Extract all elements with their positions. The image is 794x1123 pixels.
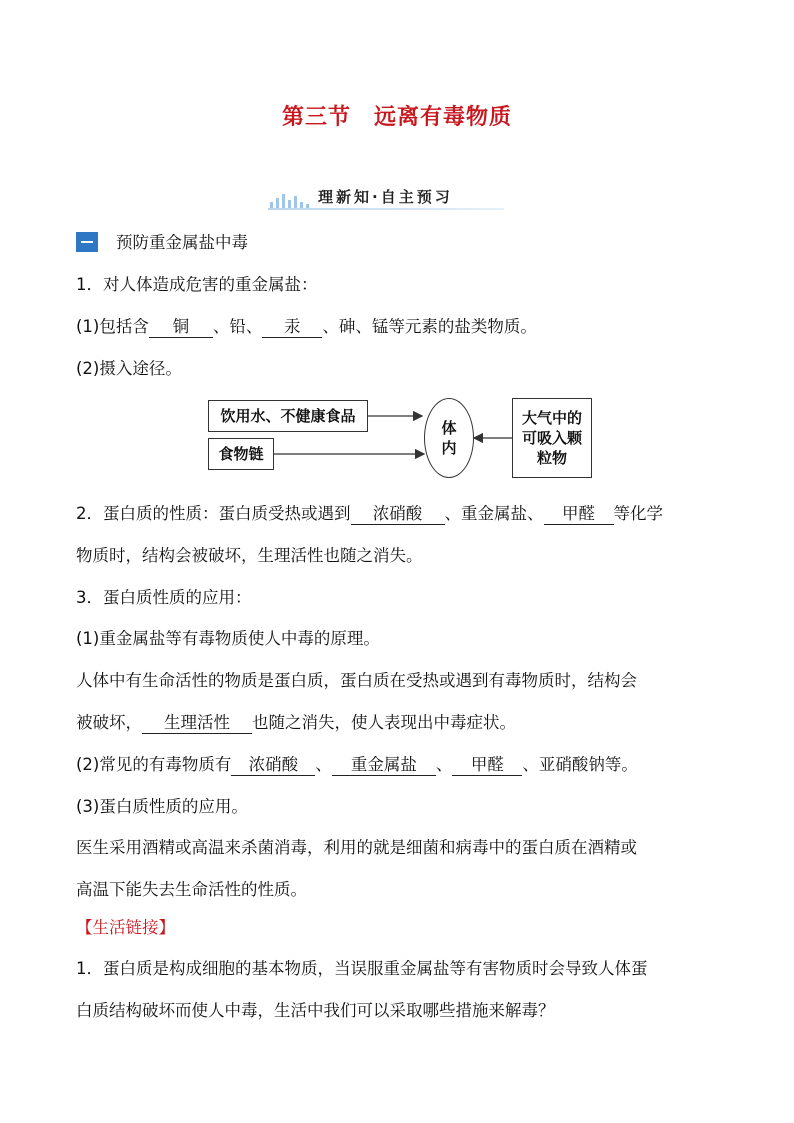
q3-p1-text1: 人体中有生命活性的物质是蛋白质，蛋白质在受热或遇到有毒物质时，结构会 (76, 671, 637, 690)
answer-blank: 浓硝酸 (231, 755, 315, 776)
text-segment: 、 (315, 755, 332, 774)
q2-line2: 物质时，结构会被破坏，生理活性也随之消失。 (76, 546, 423, 565)
air-label-line: 大气中的 (521, 409, 582, 427)
answer-blank: 浓硝酸 (351, 504, 445, 525)
text-segment: 被破坏， (76, 713, 142, 732)
l1-line2: 白质结构破坏而使人中毒，生活中我们可以采取哪些措施来解毒？ (76, 1001, 555, 1020)
air-label-line: 可吸入颗 (521, 429, 582, 447)
l1-line1: 1．蛋白质是构成细胞的基本物质，当误服重金属盐等有害物质时会导致人体蛋 (76, 959, 648, 978)
q3-p3-text2: 高温下能失去生命活性的性质。 (76, 880, 307, 899)
q3-p2 (76, 754, 638, 776)
q3-p3-text1: 医生采用酒精或高温来杀菌消毒，利用的就是细菌和病毒中的蛋白质在酒精或 (76, 838, 637, 857)
text-segment: 、亚硝酸钠等。 (522, 755, 638, 774)
source-box-food-chain: 食物链 (208, 438, 274, 470)
q1-p1 (76, 316, 537, 338)
answer-blank: 甲醛 (544, 504, 614, 525)
text-segment: 2．蛋白质的性质：蛋白质受热或遇到 (76, 504, 351, 523)
body-label-line: 体 (441, 419, 457, 437)
q1-p2: (2)摄入途径。 (76, 359, 182, 378)
text-segment: 、 (435, 755, 453, 774)
section-title: 预防重金属盐中毒 (116, 233, 248, 252)
source-box-water-food: 饮用水、不健康食品 (208, 400, 368, 432)
air-label-line: 粒物 (536, 449, 567, 467)
q3-p1: (1)重金属盐等有毒物质使人中毒的原理。 (76, 629, 380, 648)
body-label-line: 内 (441, 439, 457, 457)
text-segment: 、砷、锰等元素的盐类物质。 (322, 317, 537, 336)
text-segment: 也随之消失，使人表现出中毒症状。 (252, 713, 516, 732)
minus-icon (76, 232, 98, 252)
q2-line1 (76, 503, 663, 525)
q3-p3: (3)蛋白质性质的应用。 (76, 797, 248, 816)
text-segment: 、重金属盐、 (444, 504, 544, 523)
answer-blank: 汞 (262, 317, 322, 338)
page-title: 第三节 远离有毒物质 (281, 105, 512, 130)
life-link-heading: 【生活链接】 (76, 918, 175, 937)
answer-blank: 甲醛 (452, 755, 522, 776)
banner-text: 理新知·自主预习 (318, 188, 453, 206)
body-circle (424, 398, 474, 478)
text-segment: 、铅、 (212, 317, 263, 336)
text-segment: (1)包括含 (76, 317, 149, 336)
banner-underline (268, 208, 504, 210)
q3-p1-text2 (76, 712, 516, 734)
q3-intro: 3．蛋白质性质的应用： (76, 588, 252, 607)
intake-diagram (208, 394, 592, 482)
answer-blank: 铜 (149, 317, 213, 338)
section-banner (268, 186, 504, 210)
text-segment: (2)常见的有毒物质有 (76, 755, 232, 774)
answer-blank: 重金属盐 (332, 755, 436, 776)
text-segment: 等化学 (613, 504, 663, 523)
answer-blank: 生理活性 (142, 713, 252, 734)
banner-bars-decoration (268, 190, 314, 208)
source-box-air-particles (512, 398, 592, 478)
q1-intro: 1．对人体造成危害的重金属盐： (76, 275, 318, 294)
